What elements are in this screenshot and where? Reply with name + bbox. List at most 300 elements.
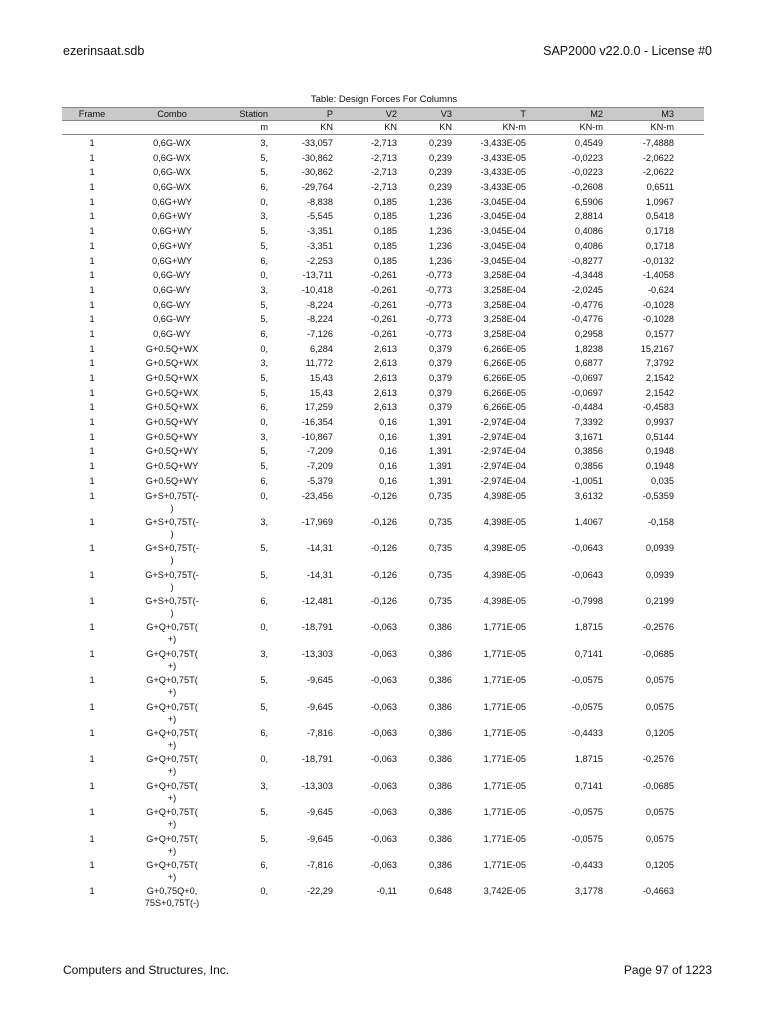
- table-cell: [122, 884, 222, 910]
- table-cell: 1: [89, 431, 95, 442]
- table-cell: 1,771E-05: [483, 648, 526, 659]
- table-cell: 1,771E-05: [483, 701, 526, 712]
- table-cell: 1: [89, 240, 95, 251]
- column-header: P: [326, 109, 333, 119]
- table-cell: 3,: [260, 211, 268, 222]
- table-cell: 1,771E-05: [483, 728, 526, 739]
- table-row: [62, 779, 704, 805]
- table-cell: -7,4888: [642, 138, 674, 148]
- table-cell: 0,6G-WX: [153, 152, 191, 163]
- table-cell: -7,816: [306, 728, 333, 739]
- table-row: [62, 298, 704, 313]
- combo-line: +): [167, 792, 177, 803]
- table-cell: -2,0622: [642, 152, 674, 163]
- table-cell: 0,6G+WY: [151, 240, 193, 251]
- table-cell: 0,6G-WY: [153, 299, 191, 310]
- combo-line: G+Q+0,75T(: [146, 859, 198, 870]
- combo-line: +): [167, 660, 177, 671]
- table-cell: 1: [89, 728, 95, 739]
- table-cell: -0,0697: [571, 373, 603, 383]
- table-cell: 0,6877: [574, 358, 603, 369]
- table-cell: 0,379: [429, 402, 452, 413]
- combo-line: +): [167, 845, 177, 856]
- table-cell: 0,: [260, 754, 268, 765]
- table-header-row: [62, 107, 704, 121]
- table-cell: 5,: [260, 314, 268, 325]
- table-cell: 0,035: [651, 475, 674, 486]
- table-cell: -0,261: [370, 270, 397, 281]
- combo-line: G+S+0,75T(-: [145, 543, 199, 554]
- table-row: [62, 700, 704, 726]
- table-cell: -3,045E-04: [480, 226, 526, 237]
- table-cell: 0,185: [374, 196, 397, 207]
- table-row: [62, 239, 704, 254]
- table-cell: 0,0575: [645, 833, 674, 844]
- table-cell: 0,1948: [645, 461, 674, 472]
- combo-line: G+S+0,75T(-: [145, 569, 199, 580]
- table-cell: G+0.5Q+WY: [145, 475, 199, 486]
- table-cell: 3,: [260, 358, 268, 369]
- table-cell: [122, 541, 222, 567]
- table-row: [62, 136, 704, 151]
- table-cell: 1: [89, 596, 95, 607]
- table-cell: -2,713: [370, 152, 397, 163]
- table-cell: 1: [89, 417, 95, 428]
- table-cell: 5,: [260, 152, 268, 163]
- table-cell: -0,1028: [642, 299, 674, 310]
- table-cell: 7,3392: [574, 417, 603, 428]
- column-header: M3: [661, 109, 674, 119]
- table-cell: [122, 515, 222, 541]
- table-cell: 6,: [260, 182, 268, 193]
- table-cell: 0,7141: [574, 648, 603, 659]
- table-cell: -14,31: [306, 543, 333, 554]
- table-cell: 0,386: [429, 754, 452, 765]
- combo-line: +): [167, 819, 177, 830]
- table-cell: [122, 594, 222, 620]
- table-cell: -2,974E-04: [480, 417, 526, 428]
- table-cell: 2,8814: [574, 211, 603, 222]
- table-cell: 6,266E-05: [483, 343, 526, 354]
- table-cell: -0,0223: [571, 167, 603, 178]
- table-cell: -0,0643: [571, 543, 603, 554]
- table-cell: 0,386: [429, 728, 452, 739]
- unit-label: KN-m: [650, 122, 674, 132]
- table-cell: 0,386: [429, 648, 452, 659]
- table-cell: -0,7998: [571, 596, 603, 607]
- table-cell: 0,379: [429, 373, 452, 383]
- table-cell: 1: [89, 622, 95, 633]
- table-cell: 0,1577: [645, 328, 674, 339]
- column-header: Combo: [157, 109, 187, 119]
- table-cell: -3,045E-04: [480, 196, 526, 207]
- table-cell: 0,4086: [574, 240, 603, 251]
- table-cell: -0,773: [425, 314, 452, 325]
- table-cell: -0,0685: [642, 648, 674, 659]
- table-cell: 0,386: [429, 859, 452, 870]
- combo-line: G+Q+0,75T(: [146, 728, 198, 739]
- table-cell: -3,351: [306, 240, 333, 251]
- table-cell: 2,1542: [645, 373, 674, 383]
- table-cell: 0,0939: [645, 569, 674, 580]
- table-cell: -2,974E-04: [480, 446, 526, 457]
- table-cell: 1,771E-05: [483, 754, 526, 765]
- table-cell: 3,1778: [574, 886, 603, 897]
- table-cell: -0,0575: [571, 807, 603, 818]
- table-cell: 1: [89, 516, 95, 527]
- table-cell: -0,126: [370, 516, 397, 527]
- table-cell: -0,1028: [642, 314, 674, 325]
- table-cell: -0,773: [425, 270, 452, 281]
- table-cell: 2,1542: [645, 387, 674, 398]
- table-cell: 0,6G-WX: [153, 138, 191, 148]
- table-cell: -0,0643: [571, 569, 603, 580]
- table-cell: 0,1205: [645, 859, 674, 870]
- table-cell: 0,735: [429, 516, 452, 527]
- table-cell: -0,4663: [642, 886, 674, 897]
- table-cell: -29,764: [301, 182, 333, 193]
- table-cell: 3,258E-04: [483, 314, 526, 325]
- table-cell: 0,185: [374, 211, 397, 222]
- table-row: [62, 444, 704, 459]
- table-cell: 1: [89, 569, 95, 580]
- table-cell: -2,713: [370, 182, 397, 193]
- table-cell: -0,063: [370, 728, 397, 739]
- software-version: SAP2000 v22.0.0 - License #0: [543, 44, 712, 58]
- unit-label: m: [260, 122, 268, 132]
- table-row: [62, 594, 704, 620]
- table-cell: [122, 805, 222, 831]
- table-row: [62, 568, 704, 594]
- table-cell: 0,379: [429, 387, 452, 398]
- table-cell: 0,735: [429, 543, 452, 554]
- table-cell: 0,2958: [574, 328, 603, 339]
- table-cell: 6,: [260, 728, 268, 739]
- table-cell: 0,6G-WX: [153, 167, 191, 178]
- table-cell: -18,791: [301, 622, 333, 633]
- table-row: [62, 386, 704, 401]
- table-cell: -0,773: [425, 328, 452, 339]
- table-cell: 0,4549: [574, 138, 603, 148]
- table-cell: -3,045E-04: [480, 240, 526, 251]
- table-cell: 0,386: [429, 622, 452, 633]
- table-row: [62, 415, 704, 430]
- table-cell: 1: [89, 138, 95, 148]
- table-cell: 0,6G-WY: [153, 328, 191, 339]
- table-cell: 2,613: [374, 373, 397, 383]
- table-cell: 0,3856: [574, 446, 603, 457]
- company-name: Computers and Structures, Inc.: [63, 963, 230, 977]
- table-cell: -9,645: [306, 675, 333, 686]
- table-cell: 1,236: [429, 196, 452, 207]
- table-cell: -33,057: [301, 138, 333, 148]
- table-cell: 0,1718: [645, 226, 674, 237]
- table-cell: 0,386: [429, 833, 452, 844]
- table-cell: 0,185: [374, 226, 397, 237]
- table-cell: -13,303: [301, 648, 333, 659]
- table-cell: 0,0575: [645, 701, 674, 712]
- page-number: Page 97 of 1223: [623, 963, 712, 977]
- table-cell: 3,258E-04: [483, 270, 526, 281]
- table-cell: 0,6G+WY: [151, 226, 193, 237]
- table-cell: 1,4067: [574, 516, 603, 527]
- table-cell: 6,: [260, 328, 268, 339]
- table-row: [62, 805, 704, 831]
- table-cell: 5,: [260, 675, 268, 686]
- table-cell: [122, 568, 222, 594]
- table-cell: 15,43: [310, 387, 333, 398]
- table-cell: 5,: [260, 226, 268, 237]
- table-cell: 1: [89, 167, 95, 178]
- table-cell: 0,: [260, 490, 268, 501]
- table-cell: 1: [89, 373, 95, 383]
- table-cell: 5,: [260, 833, 268, 844]
- table-cell: -0,126: [370, 569, 397, 580]
- table-cell: 11,772: [305, 358, 333, 369]
- table-row: [62, 327, 704, 342]
- table-cell: 0,16: [379, 431, 397, 442]
- table-row: [62, 673, 704, 699]
- table-units-row: [62, 121, 704, 135]
- table-cell: 7,3792: [645, 358, 674, 369]
- combo-line: G+Q+0,75T(: [146, 648, 198, 659]
- table-cell: -0,063: [370, 622, 397, 633]
- table-cell: 1: [89, 833, 95, 844]
- table-cell: 0,16: [379, 475, 397, 486]
- table-cell: -0,0223: [571, 152, 603, 163]
- table-cell: 1: [89, 299, 95, 310]
- table-cell: [122, 779, 222, 805]
- table-cell: -0,261: [370, 328, 397, 339]
- table-row: [62, 165, 704, 180]
- table-cell: -2,0245: [571, 284, 603, 295]
- combo-line: ): [170, 502, 174, 513]
- table-cell: 0,0575: [645, 807, 674, 818]
- table-cell: 6,: [260, 596, 268, 607]
- table-cell: 0,6G+WY: [151, 211, 193, 222]
- table-cell: [122, 489, 222, 515]
- table-cell: -0,4583: [642, 402, 674, 413]
- column-header: T: [520, 109, 526, 119]
- combo-line: ): [170, 608, 174, 619]
- table-cell: 6,: [260, 402, 268, 413]
- table-cell: -0,624: [647, 284, 674, 295]
- table-cell: 4,398E-05: [483, 490, 526, 501]
- table-cell: 0,386: [429, 780, 452, 791]
- table-cell: -22,29: [306, 886, 333, 897]
- table-cell: 1,391: [429, 446, 452, 457]
- table-row: [62, 726, 704, 752]
- table-row: [62, 474, 704, 489]
- table-cell: 1,8715: [574, 622, 603, 633]
- table-cell: 1,771E-05: [483, 675, 526, 686]
- table-cell: 3,258E-04: [483, 299, 526, 310]
- unit-label: [62, 121, 122, 134]
- table-cell: -3,351: [306, 226, 333, 237]
- table-cell: 0,386: [429, 675, 452, 686]
- table-cell: G+0.5Q+WY: [145, 461, 199, 472]
- table-cell: 17,259: [304, 402, 333, 413]
- table-cell: G+0.5Q+WX: [145, 402, 199, 413]
- table-cell: 0,4086: [574, 226, 603, 237]
- table-cell: -0,0575: [571, 675, 603, 686]
- table-cell: -4,3448: [571, 270, 603, 281]
- table-cell: -30,862: [301, 167, 333, 178]
- table-cell: -9,645: [306, 833, 333, 844]
- table-cell: 0,6G+WY: [151, 255, 193, 266]
- table-cell: 0,2199: [645, 596, 674, 607]
- table-cell: G+0.5Q+WY: [145, 417, 199, 428]
- unit-label: KN: [320, 122, 333, 132]
- table-cell: 1: [89, 446, 95, 457]
- table-cell: 0,1718: [645, 240, 674, 251]
- combo-line: ): [170, 528, 174, 539]
- table-cell: 1: [89, 461, 95, 472]
- table-cell: 6,: [260, 255, 268, 266]
- table-row: [62, 195, 704, 210]
- table-cell: 0,6G-WY: [153, 314, 191, 325]
- table-cell: 3,258E-04: [483, 284, 526, 295]
- table-row: [62, 647, 704, 673]
- table-cell: 1,8238: [574, 343, 603, 354]
- table-cell: -9,645: [306, 701, 333, 712]
- table-cell: 6,266E-05: [483, 402, 526, 413]
- table-cell: 2,613: [374, 402, 397, 413]
- table-cell: 2,613: [374, 387, 397, 398]
- table-cell: 15,2167: [640, 343, 674, 354]
- combo-line: +): [167, 766, 177, 777]
- table-cell: 0,: [260, 196, 268, 207]
- table-cell: -3,433E-05: [480, 138, 526, 148]
- table-cell: 4,398E-05: [483, 569, 526, 580]
- unit-label: KN: [384, 122, 397, 132]
- table-cell: G+0.5Q+WX: [145, 343, 199, 354]
- table-cell: -2,974E-04: [480, 431, 526, 442]
- table-cell: 0,: [260, 886, 268, 897]
- table-cell: 0,1205: [645, 728, 674, 739]
- table-cell: -0,0132: [642, 255, 674, 266]
- table-cell: 3,258E-04: [483, 328, 526, 339]
- table-cell: -0,773: [425, 284, 452, 295]
- column-header: M2: [590, 109, 603, 119]
- table-cell: 0,9937: [645, 417, 674, 428]
- table-cell: 0,386: [429, 701, 452, 712]
- column-header: Frame: [78, 109, 106, 119]
- table-cell: -0,4433: [571, 728, 603, 739]
- column-header: Station: [239, 109, 268, 119]
- unit-label: [122, 121, 222, 134]
- table-cell: G+0.5Q+WY: [145, 446, 199, 457]
- table-cell: [122, 858, 222, 884]
- table-cell: [122, 832, 222, 858]
- table-cell: -13,711: [302, 270, 333, 281]
- table-cell: 3,: [260, 431, 268, 442]
- unit-label: KN-m: [579, 122, 603, 132]
- table-cell: -13,303: [301, 780, 333, 791]
- combo-line: G+Q+0,75T(: [146, 622, 198, 633]
- table-cell: 0,239: [429, 182, 452, 193]
- table-cell: -2,974E-04: [480, 475, 526, 486]
- table-cell: 1: [89, 886, 95, 897]
- table-cell: -0,0697: [571, 387, 603, 398]
- table-cell: 3,: [260, 284, 268, 295]
- table-cell: -0,4433: [571, 859, 603, 870]
- table-row: [62, 858, 704, 884]
- table-cell: [122, 700, 222, 726]
- table-cell: 1: [89, 490, 95, 501]
- table-cell: 2,613: [374, 343, 397, 354]
- table-cell: -8,224: [306, 314, 333, 325]
- column-header: V2: [385, 109, 397, 119]
- table-cell: 0,735: [429, 569, 452, 580]
- table-cell: -0,261: [370, 314, 397, 325]
- table-row: [62, 832, 704, 858]
- table-cell: 0,185: [374, 255, 397, 266]
- table-cell: 3,: [260, 648, 268, 659]
- table-cell: 0,1948: [645, 446, 674, 457]
- table-cell: 5,: [260, 373, 268, 383]
- table-row: [62, 515, 704, 541]
- table-cell: 1,0967: [645, 196, 674, 207]
- combo-line: +): [167, 687, 177, 698]
- table-cell: 1: [89, 226, 95, 237]
- table-cell: 1: [89, 648, 95, 659]
- table-cell: 0,3856: [574, 461, 603, 472]
- table-cell: -0,0575: [571, 833, 603, 844]
- table-cell: 1: [89, 343, 95, 354]
- table-cell: 1,391: [429, 431, 452, 442]
- table-cell: -3,433E-05: [480, 167, 526, 178]
- table-cell: 0,379: [429, 343, 452, 354]
- table-cell: 1,236: [429, 240, 452, 251]
- table-cell: 1,8715: [574, 754, 603, 765]
- table-cell: 6,266E-05: [483, 358, 526, 369]
- table-cell: 4,398E-05: [483, 596, 526, 607]
- column-header: V3: [440, 109, 452, 119]
- table-cell: 0,: [260, 622, 268, 633]
- table-cell: -0,063: [370, 675, 397, 686]
- table-cell: 3,: [260, 516, 268, 527]
- table-row: [62, 342, 704, 357]
- table-cell: -3,433E-05: [480, 182, 526, 193]
- table-cell: 5,: [260, 299, 268, 310]
- table-row: [62, 283, 704, 298]
- combo-line: 75S+0,75T(-): [144, 898, 200, 909]
- table-cell: -3,433E-05: [480, 152, 526, 163]
- table-cell: 2,613: [374, 358, 397, 369]
- table-cell: -1,4058: [642, 270, 674, 281]
- table-cell: 0,6511: [646, 182, 674, 193]
- table-cell: 0,239: [429, 167, 452, 178]
- table-cell: -0,773: [425, 299, 452, 310]
- table-cell: -5,379: [306, 475, 333, 486]
- table-cell: 1: [89, 358, 95, 369]
- combo-line: G+Q+0,75T(: [146, 754, 198, 765]
- table-cell: 5,: [260, 543, 268, 554]
- table-cell: 0,386: [429, 807, 452, 818]
- table-cell: -0,126: [370, 543, 397, 554]
- table-cell: -8,224: [306, 299, 333, 310]
- table-cell: -0,0575: [571, 701, 603, 712]
- table-row: [62, 151, 704, 166]
- table-row: [62, 620, 704, 646]
- combo-line: G+Q+0,75T(: [146, 833, 198, 844]
- table-cell: -3,045E-04: [480, 255, 526, 266]
- table-cell: -2,974E-04: [480, 461, 526, 472]
- table-cell: [122, 752, 222, 778]
- table-row: [62, 459, 704, 474]
- table-row: [62, 224, 704, 239]
